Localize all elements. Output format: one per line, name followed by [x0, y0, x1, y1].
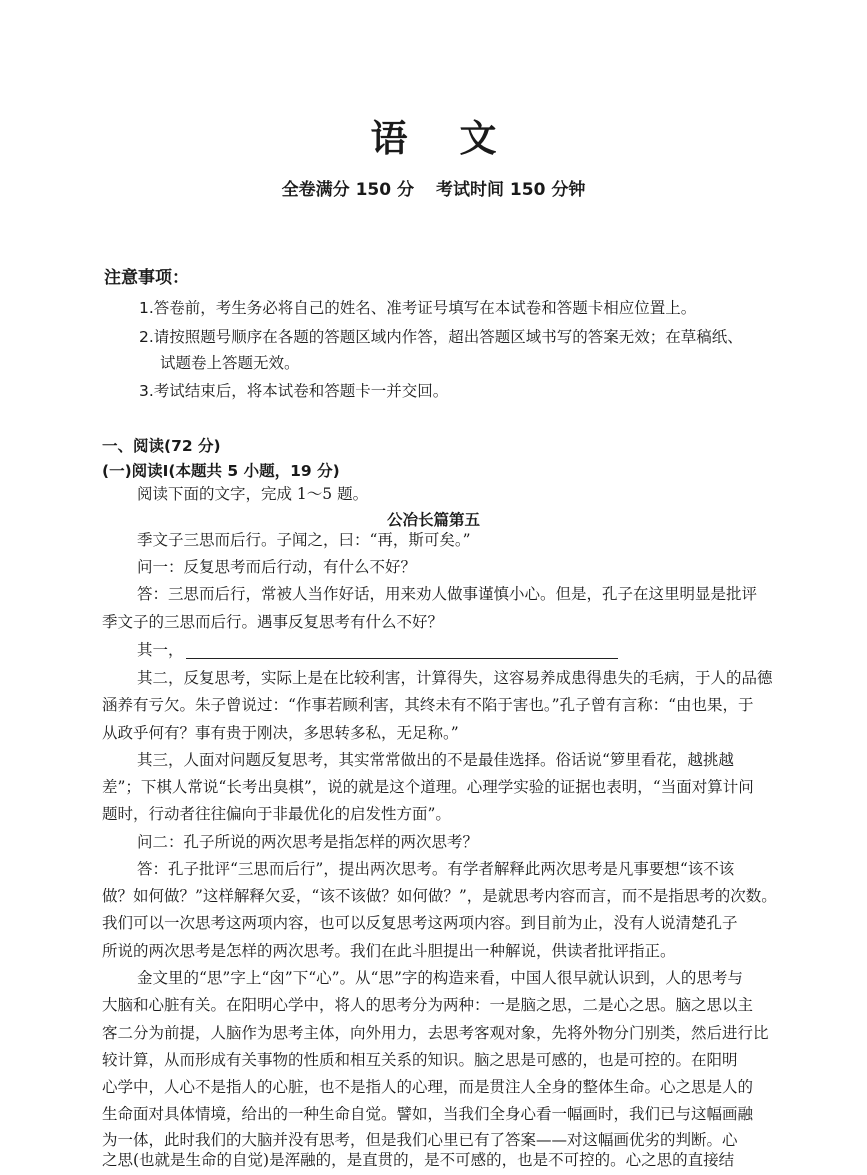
article-line: 从政乎何有？事有贵于刚决，多思转多私，无足称。”	[102, 724, 459, 742]
exam-title: 语文	[370, 116, 549, 160]
article-line: 心学中，人心不是指人的心脏，也不是指人的心理，而是贯注人全身的整体生命。心之思是人的	[102, 1078, 754, 1096]
article-line: 答：三思而后行，常被人当作好话，用来劝人做事谨慎小心。但是，孔子在这里明显是批评	[137, 585, 758, 603]
article-line: 金文里的“思”字上“囟”下“心”。从“思”字的构造来看，中国人很早就认识到，人的思考与	[137, 969, 743, 987]
article-line: 大脑和心脏有关。在阳明心学中，将人的思考分为两种：一是脑之思，二是心之思。脑之思以主	[102, 996, 754, 1014]
article-line: 其三，人面对问题反复思考，其实常常做出的不是最佳选择。俗话说“箩里看花，越挑越	[137, 751, 734, 769]
section-sub-heading: (一)阅读Ⅰ(本题共 5 小题，19 分)	[102, 462, 340, 480]
answer-blank-row	[137, 636, 842, 665]
article-line: 其一，	[137, 641, 184, 659]
notice-item-3: 3.考试结束后，将本试卷和答题卡一并交回。	[139, 382, 449, 400]
article-line: 问二：孔子所说的两次思考是指怎样的两次思考？	[137, 833, 479, 851]
article-line: 为一体，此时我们的大脑并没有思考，但是我们心里已有了答案——对这幅画优劣的判断。心	[102, 1131, 738, 1149]
article-line: 差”；下棋人常说“长考出臭棋”，说的就是这个道理。心理学实验的证据也表明，“当面对算计问	[102, 778, 754, 796]
notice-item-2: 2.请按照题号顺序在各题的答题区域内作答，超出答题区域书写的答案无效；在草稿纸、	[139, 328, 743, 346]
notice-item-2-cont: 试题卷上答题无效。	[160, 354, 300, 372]
article-line: 季文子的三思而后行。遇事反复思考有什么不好？	[102, 613, 444, 631]
full-score: 全卷满分 150 分	[281, 180, 414, 200]
article-line: 其二，反复思考，实际上是在比较利害，计算得失，这容易养成患得患失的毛病，于人的品德	[137, 669, 773, 687]
article-line: 做？如何做？”这样解释欠妥，“该不该做？如何做？”，是就思考内容而言，而不是指思考的次数。	[102, 887, 777, 905]
article-line: 客二分为前提，人脑作为思考主体，向外用力，去思考客观对象，先将外物分门别类，然后进行比	[102, 1024, 769, 1042]
article-line: 答：孔子批评“三思而后行”，提出两次思考。有学者解释此两次思考是凡事要想“该不该	[137, 860, 735, 878]
article-line: 之思(也就是生命的自觉)是浑融的，是直贯的，是不可感的，也是不可控的。心之思的直接结	[102, 1151, 735, 1169]
section-part-heading: 一、阅读(72 分)	[102, 437, 221, 455]
exam-time: 考试时间 150 分钟	[436, 180, 586, 200]
reading-instruction: 阅读下面的文字，完成 1～5 题。	[137, 485, 369, 503]
article-line: 我们可以一次思考这两项内容，也可以反复思考这两项内容。到目前为止，没有人说清楚孔子	[102, 914, 738, 932]
article-line: 较计算，从而形成有关事物的性质和相互关系的知识。脑之思是可感的，也是可控的。在阳明	[102, 1051, 738, 1069]
article-line: 涵养有亏欠。朱子曾说过：“作事若顾利害，其终未有不陷于害也。”孔子曾有言称：“由也果，于	[102, 696, 754, 714]
article-line: 问一：反复思考而后行动，有什么不好？	[137, 558, 417, 576]
article-line: 所说的两次思考是怎样的两次思考。我们在此斗胆提出一种解说，供读者批评指正。	[102, 942, 676, 960]
article-title: 公冶长篇第五	[386, 511, 480, 529]
fill-in-blank[interactable]	[186, 644, 618, 659]
article-line: 题时，行动者往往偏向于非最优化的启发性方面”。	[102, 805, 451, 823]
article-line: 季文子三思而后行。子闻之，曰：“再，斯可矣。”	[137, 531, 471, 549]
exam-subtitle	[0, 175, 867, 200]
notice-item-1: 1.答卷前，考生务必将自己的姓名、准考证号填写在本试卷和答题卡相应位置上。	[139, 299, 697, 317]
article-line: 生命面对具体情境，给出的一种生命自觉。譬如，当我们全身心看一幅画时，我们已与这幅画融	[102, 1105, 754, 1123]
notice-title: 注意事项：	[104, 268, 189, 288]
